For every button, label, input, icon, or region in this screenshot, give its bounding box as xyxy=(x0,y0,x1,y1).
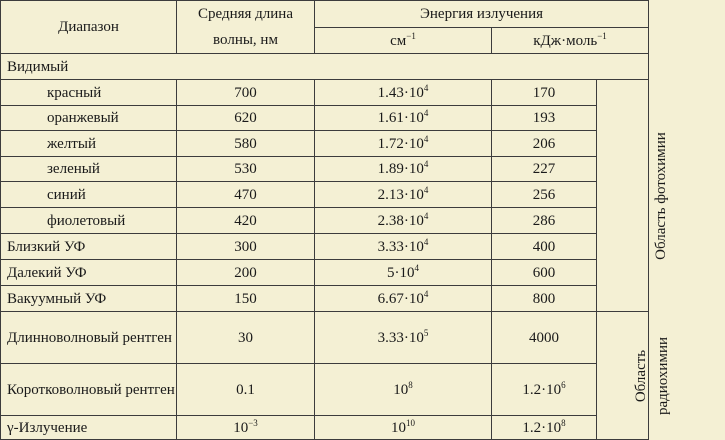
row-wavelength: 30 xyxy=(177,312,315,364)
row-name: Коротковолновый рентген xyxy=(1,364,177,416)
row-name: γ-Излучение xyxy=(1,416,177,440)
row-name: красный xyxy=(1,80,177,106)
table-row xyxy=(1,208,649,234)
row-energy-cm: $1.89\cdot 10^4$ xyxy=(315,157,492,182)
row-energy-cm: $6.67\cdot 10^4$ xyxy=(315,286,492,312)
row-wavelength: 470 xyxy=(177,182,315,208)
row-wavelength: 420 xyxy=(177,208,315,234)
table-row xyxy=(1,286,649,312)
row-name: оранжевый xyxy=(1,106,177,131)
row-wavelength: 300 xyxy=(177,234,315,260)
row-wavelength: 200 xyxy=(177,260,315,286)
row-name: Близкий УФ xyxy=(1,234,177,260)
header-energy: Энергия излучения xyxy=(315,1,649,28)
row-energy-kj: 227 xyxy=(492,157,597,182)
row-energy-kj: 193 xyxy=(492,106,597,131)
row-name: фиолетовый xyxy=(1,208,177,234)
radiochem-label: Область радиохимии xyxy=(633,336,671,415)
row-name: синий xyxy=(1,182,177,208)
row-energy-kj: 206 xyxy=(492,131,597,157)
row-name: Длинноволновый рентген xyxy=(1,312,177,364)
row-energy-cm: $5\cdot 10^4$ xyxy=(315,260,492,286)
row-energy-kj: 286 xyxy=(492,208,597,234)
row-wavelength: 700 xyxy=(177,80,315,106)
row-energy-kj: 800 xyxy=(492,286,597,312)
row-wavelength: 0.1 xyxy=(177,364,315,416)
table-row xyxy=(1,106,649,131)
header-range: Диапазон xyxy=(1,1,177,54)
row-energy-kj: 400 xyxy=(492,234,597,260)
row-wavelength: 150 xyxy=(177,286,315,312)
table-row xyxy=(1,234,649,260)
row-name: Далекий УФ xyxy=(1,260,177,286)
row-energy-cm: $3.33\cdot 10^4$ xyxy=(315,234,492,260)
row-energy-kj: 600 xyxy=(492,260,597,286)
row-energy-kj: 256 xyxy=(492,182,597,208)
table-row xyxy=(1,364,649,416)
row-energy-cm: $1.61\cdot 10^4$ xyxy=(315,106,492,131)
row-energy-cm: $2.38\cdot 10^4$ xyxy=(315,208,492,234)
table-row xyxy=(1,80,649,106)
row-energy-cm: $10^{10}$ xyxy=(315,416,492,440)
table-row xyxy=(1,157,649,182)
photochem-label: Область фотохимии xyxy=(652,131,669,260)
row-energy-kj: $1.2\cdot 10^8$ xyxy=(492,416,597,440)
table-row xyxy=(1,312,649,364)
row-energy-kj: 4000 xyxy=(492,312,597,364)
visible-group-label: Видимый xyxy=(1,54,649,80)
row-wavelength: 580 xyxy=(177,131,315,157)
row-energy-cm: $1.72\cdot 10^4$ xyxy=(315,131,492,157)
row-energy-cm: $10^8$ xyxy=(315,364,492,416)
table-row xyxy=(1,416,649,440)
table-row xyxy=(1,182,649,208)
row-wavelength: 530 xyxy=(177,157,315,182)
row-wavelength: $10^{-3}$ xyxy=(177,416,315,440)
row-name: зеленый xyxy=(1,157,177,182)
header-unit-kj: кДж·моль$^{-1}$ xyxy=(492,28,649,54)
photochem-region xyxy=(597,80,669,312)
row-name: желтый xyxy=(1,131,177,157)
row-energy-kj: 170 xyxy=(492,80,597,106)
radiochem-region xyxy=(597,312,671,440)
row-energy-cm: $3.33\cdot 10^5$ xyxy=(315,312,492,364)
row-energy-kj: $1.2\cdot 10^6$ xyxy=(492,364,597,416)
table-row xyxy=(1,131,649,157)
header-unit-cm: $см^{-1}$ xyxy=(315,28,492,54)
header-wavelength: Средняя длина волны, нм xyxy=(177,1,315,54)
row-wavelength: 620 xyxy=(177,106,315,131)
row-energy-cm: $2.13\cdot 10^4$ xyxy=(315,182,492,208)
row-energy-cm: $1.43\cdot 10^4$ xyxy=(315,80,492,106)
row-name: Вакуумный УФ xyxy=(1,286,177,312)
table-row xyxy=(1,260,649,286)
